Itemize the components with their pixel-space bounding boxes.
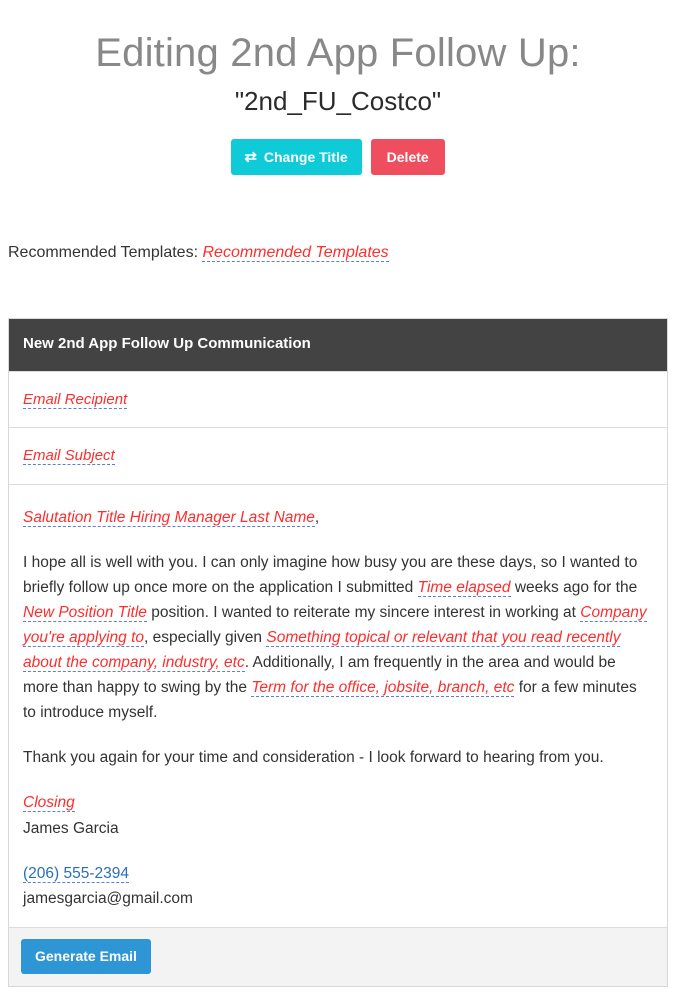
body-paragraph-2: Thank you again for your time and consideration - I look forward to hearing from you.: [23, 749, 604, 767]
contact-block: [23, 861, 653, 911]
sender-name: James Garcia: [23, 819, 119, 837]
time-elapsed-placeholder[interactable]: Time elapsed: [417, 578, 511, 596]
closing-placeholder[interactable]: Closing: [23, 794, 75, 812]
email-recipient-row[interactable]: [9, 371, 667, 428]
generate-email-button[interactable]: Generate Email: [21, 939, 151, 974]
email-recipient-placeholder[interactable]: Email Recipient: [23, 390, 128, 408]
p1-text-a: I hope all is well with you. I can only imagine how busy you are these days, so I wanted to briefly follow up once more on the application I submitted: [23, 553, 638, 596]
phone-placeholder[interactable]: (206) 555-2394: [23, 864, 129, 882]
card-footer: [9, 927, 667, 986]
delete-button[interactable]: Delete: [371, 139, 445, 175]
change-title-button[interactable]: [231, 139, 361, 175]
p1-text-f: for a few minutes to introduce myself.: [23, 679, 637, 722]
email-template-card: [8, 318, 668, 987]
card-header-title: New 2nd App Follow Up Communication: [9, 319, 667, 371]
sender-email: jamesgarcia@gmail.com: [23, 889, 193, 907]
page-header: [0, 0, 676, 175]
salutation-placeholder[interactable]: Salutation Title Hiring Manager Last Name: [23, 508, 315, 526]
email-subject-row[interactable]: [9, 427, 667, 484]
page-subtitle: "2nd_FU_Costco": [234, 86, 442, 116]
signature-block: [23, 790, 653, 840]
new-position-title-placeholder[interactable]: New Position Title: [23, 603, 147, 621]
p1-text-d: , especially given: [144, 628, 267, 646]
p1-text-e: . Additionally, I am frequently in the area and would be more than happy to swing by the: [23, 654, 616, 697]
topical-subject-placeholder[interactable]: Something topical or relevant that you read recently about the company, industry, etc: [23, 628, 621, 672]
recommended-templates-line: [8, 243, 676, 264]
office-term-placeholder[interactable]: Term for the office, jobsite, branch, etc: [251, 679, 515, 697]
change-title-button-label: Change Title: [263, 148, 348, 165]
email-body: [9, 484, 667, 927]
email-subject-placeholder[interactable]: Email Subject: [23, 447, 115, 464]
p1-text-b: weeks ago for the: [510, 578, 638, 596]
company-placeholder[interactable]: Company you're applying to: [23, 603, 647, 646]
title-action-buttons: [0, 139, 676, 175]
page-title: Editing 2nd App Follow Up:: [95, 31, 581, 75]
swap-arrows-icon: ⇄: [244, 148, 257, 166]
salutation-line: [23, 505, 653, 530]
recommended-templates-label: Recommended Templates:: [8, 244, 199, 262]
salutation-comma: ,: [314, 508, 320, 526]
p1-text-c: position. I wanted to reiterate my sincere interest in working at: [146, 603, 581, 621]
recommended-templates-link[interactable]: Recommended Templates: [202, 244, 389, 262]
body-paragraph-1: [23, 550, 653, 726]
